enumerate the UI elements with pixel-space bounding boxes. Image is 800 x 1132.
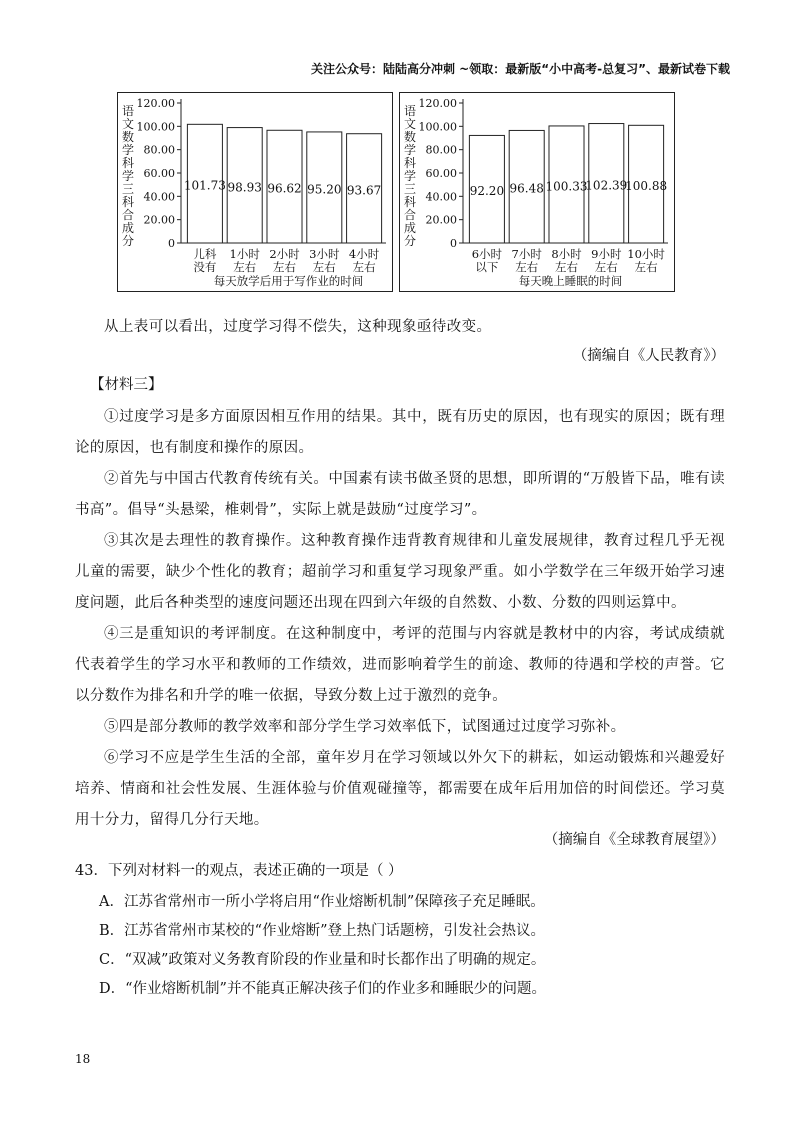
sleep-chart-tick-label: 100.00	[418, 120, 457, 134]
chart-homework-time	[117, 92, 393, 292]
homework-chart-tick-label: 80.00	[143, 143, 175, 157]
homework-chart-category-label: 2小时	[269, 247, 300, 261]
material3-paragraph-6: ⑥学习不应是学生生活的全部，童年岁月在学习领域以外欠下的耕耘，如运动锻炼和兴趣爱好培养、情商和社会性发展、生涯体验与价值观碰撞等，都需要在成年后用加倍的时间偿还。学习莫用十分力，留得几分行天地。	[75, 750, 725, 828]
material3-paragraph-3: ③其次是去理性的教育操作。这种教育操作违背教育规律和儿童发展规律，教育过程几乎无视儿童的需要，缺少个性化的教育；超前学习和重复学习现象严重。如小学数学在三年级开始学习速度问题，此后各种类型的速度问题还出现在四到六年级的自然数、小数、分数的四则运算中。	[75, 533, 725, 611]
sleep-chart-tick-label: 60.00	[425, 167, 457, 180]
homework-chart-category-label: 左右	[273, 260, 296, 274]
sleep-chart-ylabel-char: 数	[403, 130, 417, 144]
chart-homework-time-svg	[118, 93, 392, 291]
material3-paragraph-2: ②首先与中国古代教育传统有关。中国素有读书做圣贤的思想，即所谓的“万般皆下品，唯有读书高”。倡导“头悬梁，椎刺骨”，实际上就是鼓励“过度学习”。	[75, 471, 725, 518]
sleep-chart-ylabel-char: 分	[403, 234, 417, 248]
homework-chart-category-label: 左右	[352, 260, 376, 274]
homework-chart-ylabel-char: 学	[121, 143, 135, 157]
sleep-chart-ylabel-char: 合	[403, 208, 417, 222]
material3-paragraph-1: ①过度学习是多方面原因相互作用的结果。其中，既有历史的原因，也有现实的原因；既有理论的原因，也有制度和操作的原因。	[75, 409, 725, 456]
homework-chart-bar-value-label: 93.67	[346, 183, 382, 198]
homework-chart-ylabel-char: 科	[121, 195, 135, 209]
sleep-chart-bar-value-label: 100.88	[625, 179, 668, 194]
option-c[interactable]: C．“双减”政策对义务教育阶段的作业量和时长都作出了明确的规定。	[99, 952, 546, 968]
sleep-chart-bar-value-label: 100.33	[545, 179, 588, 194]
homework-chart-bar-value-label: 95.20	[307, 182, 342, 197]
sleep-chart-ylabel-char: 科	[403, 195, 417, 209]
sleep-chart-category-label: 9小时	[591, 247, 622, 261]
sleep-chart-category-label: 10小时	[627, 247, 665, 261]
sleep-chart-category-label: 左右	[634, 260, 658, 274]
homework-chart-category-label: 儿科	[193, 247, 217, 261]
conclusion-paragraph: 从上表可以看出，过度学习得不偿失，这种现象亟待改变。	[104, 319, 492, 335]
sleep-chart-ylabel-char: 科	[403, 156, 417, 170]
question-stem: 43．下列对材料一的观点，表述正确的一项是（ ）	[75, 863, 403, 879]
material3-paragraph-4: ④三是重知识的考评制度。在这种制度中，考评的范围与内容就是教材中的内容，考试成绩就代表着学生的学习水平和教师的工作绩效，进而影响着学生的前途、教师的待遇和学校的声誉。它以分数作为排名和升学的唯一依据，导致分数上过于激烈的竞争。	[75, 626, 725, 704]
sleep-chart-ylabel-char: 文	[403, 117, 417, 131]
homework-chart-category-label: 左右	[233, 260, 257, 274]
sleep-chart-category-label: 7小时	[511, 247, 542, 261]
sleep-chart-category-label: 8小时	[551, 247, 582, 261]
sleep-chart-tick-label: 0	[450, 237, 457, 250]
homework-chart-ylabel-char: 三	[121, 182, 135, 196]
homework-chart-ylabel-char: 分	[121, 234, 135, 248]
homework-chart-tick-label: 20.00	[143, 213, 175, 227]
homework-chart-tick-label: 120.00	[136, 97, 175, 110]
sleep-chart-ylabel-char: 学	[403, 169, 417, 183]
sleep-chart-category-label: 6小时	[471, 247, 503, 261]
homework-chart-tick-label: 60.00	[143, 167, 175, 180]
sleep-chart-category-label: 以下	[475, 260, 499, 274]
homework-chart-category-label: 4小时	[348, 247, 380, 261]
homework-chart-category-label: 3小时	[309, 247, 340, 261]
homework-chart-ylabel-char: 文	[121, 117, 135, 131]
page-number: 18	[75, 1052, 91, 1066]
option-d[interactable]: D．“作业熔断机制”并不能真正解决孩子们的作业多和睡眠少的问题。	[99, 981, 546, 997]
homework-chart-ylabel-char: 语	[121, 104, 135, 118]
homework-chart-bar-value-label: 96.62	[267, 181, 302, 196]
homework-chart-tick-label: 100.00	[136, 120, 175, 134]
homework-chart-bar-value-label: 101.73	[183, 178, 226, 193]
homework-chart-tick-label: 40.00	[143, 190, 175, 204]
homework-chart-category-label: 左右	[312, 260, 336, 274]
homework-chart-bar-value-label: 98.93	[227, 180, 262, 195]
sleep-chart-tick-label: 80.00	[425, 143, 457, 157]
sleep-chart-ylabel-char: 语	[403, 104, 417, 118]
chart-sleep-time-svg	[400, 93, 674, 291]
option-a[interactable]: A．江苏省常州市一所小学将启用“作业熔断机制”保障孩子充足睡眠。	[99, 894, 545, 910]
sleep-chart-category-label: 左右	[555, 260, 578, 274]
sleep-chart-category-label: 左右	[515, 260, 539, 274]
homework-chart-ylabel-char: 学	[121, 169, 135, 183]
sleep-chart-category-label: 左右	[594, 260, 618, 274]
sleep-chart-bar-value-label: 92.20	[469, 184, 505, 199]
sleep-chart-tick-label: 40.00	[425, 190, 457, 204]
sleep-chart-ylabel-char: 三	[403, 182, 417, 196]
sleep-chart-bar-value-label: 102.39	[585, 178, 628, 193]
source-renmin-jiaoyu: （摘编自《人民教育》）	[572, 348, 725, 364]
homework-chart-ylabel-char: 科	[121, 156, 135, 170]
homework-chart-ylabel-char: 数	[121, 130, 135, 144]
source-quanqiu-jiaoyu: （摘编自《全球教育展望》）	[543, 832, 725, 848]
sleep-chart-tick-label: 20.00	[425, 213, 457, 227]
sleep-chart-ylabel-char: 成	[403, 221, 417, 235]
homework-chart-tick-label: 0	[168, 237, 175, 250]
homework-chart-ylabel-char: 成	[121, 221, 135, 235]
chart-sleep-time	[399, 92, 675, 292]
homework-chart-category-label: 1小时	[229, 247, 260, 261]
homework-chart-ylabel-char: 合	[121, 208, 135, 222]
homework-chart-xlabel: 每天放学后用于写作业的时间	[213, 274, 364, 288]
header-note: 关注公众号：陆陆高分冲刺 ~领取：最新版“小中高考-总复习”、最新试卷下载	[311, 62, 730, 76]
homework-chart-category-label: 没有	[193, 260, 217, 274]
sleep-chart-bar-value-label: 96.48	[509, 181, 544, 196]
sleep-chart-tick-label: 120.00	[418, 97, 457, 110]
material3-heading: 【材料三】	[90, 377, 163, 393]
sleep-chart-ylabel-char: 学	[403, 143, 417, 157]
sleep-chart-xlabel: 每天晚上睡眠的时间	[518, 274, 623, 288]
material3-paragraph-5: ⑤四是部分教师的教学效率和部分学生学习效率低下，试图通过过度学习弥补。	[104, 719, 626, 735]
option-b[interactable]: B．江苏省常州市某校的“作业熔断”登上热门话题榜，引发社会热议。	[99, 923, 545, 939]
